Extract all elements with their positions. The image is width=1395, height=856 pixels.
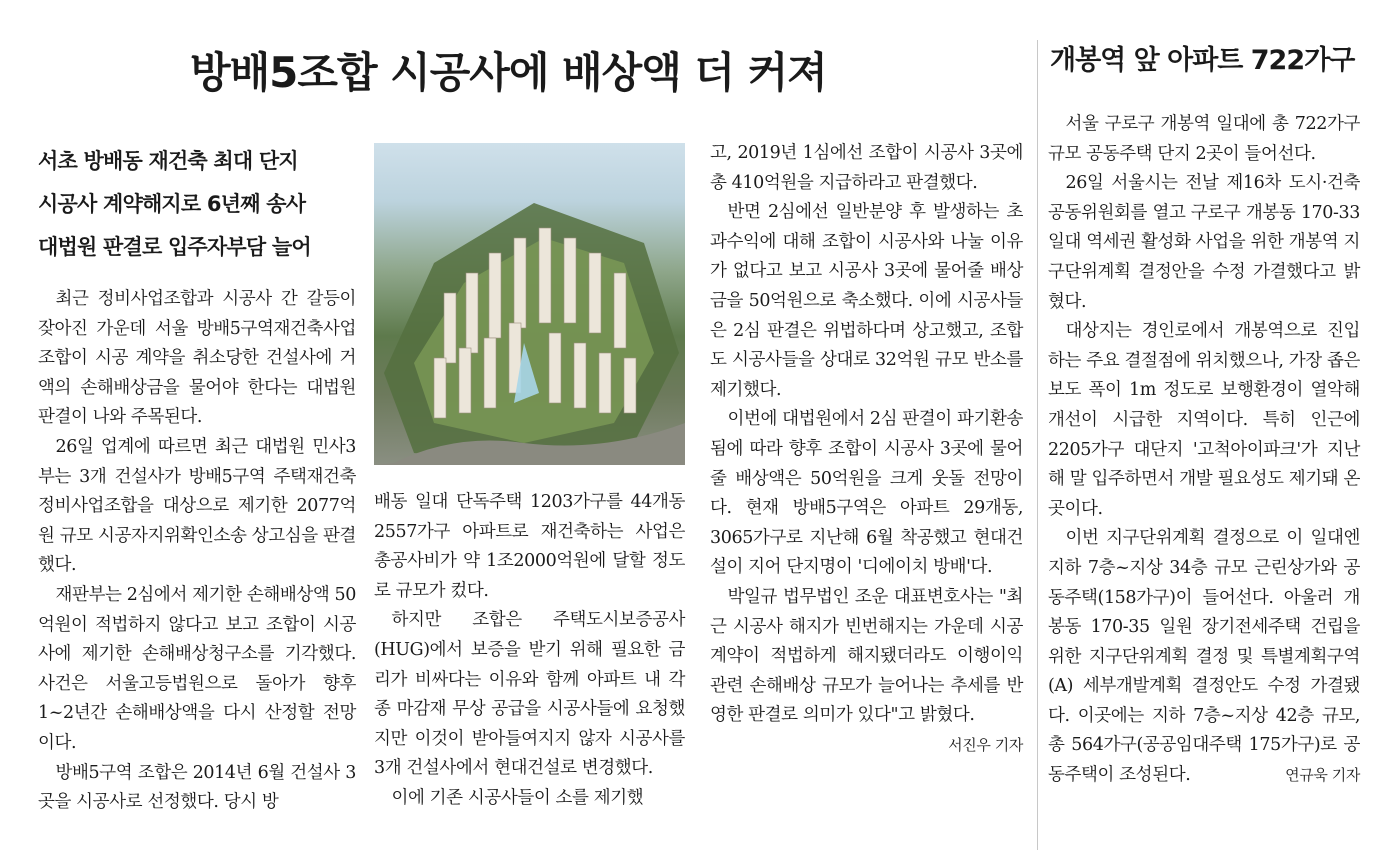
subheadline: 시공사 계약해지로 6년째 송사 [38, 192, 306, 216]
byline: 서진우 기자 [948, 735, 1023, 754]
paragraph-text: 이번 지구단위계획 결정으로 이 일대엔 지하 7층~지상 34층 규모 근린상가와 공동주택(158가구)이 들어선다. 아울러 개봉동 170-35 일원 장기전세주택 건립을 위한 지구단위계획 결정 및 특별계획구역(A) 세부개발계획 결정안도 수정 가결됐다. 이곳에는 지하 7층~지상 42층 규모, 총 564가구(공공임대주택 175가구)로 공동주택이 조성된다. [1048, 528, 1360, 786]
paragraph: 서울 구로구 개봉역 일대에 총 722가구 규모 공동주택 단지 2곳이 들어선다. [1048, 114, 1360, 164]
article1-column-2 [374, 488, 685, 814]
paragraph: 반면 2심에선 일반분양 후 발생하는 초과수익에 대해 조합이 시공사와 나눌 이유가 없다고 보고 시공사 3곳에 물어줄 배상금을 50억원으로 축소했다. 이에 시공사들은 2심 판결은 위법하다며 상고했고, 조합도 시공사들을 상대로 32억원 규모 반소를 제기했다. [710, 202, 1023, 400]
subheadline: 대법원 판결로 입주자부담 늘어 [38, 235, 311, 259]
paragraph: 고, 2019년 1심에선 조합이 시공사 3곳에 총 410억원을 지급하라고 판결했다. [710, 143, 1023, 193]
paragraph: 26일 업계에 따르면 최근 대법원 민사3부는 3개 건설사가 방배5구역 주택재건축정비사업조합을 대상으로 제기한 2077억원 규모 시공자지위확인소송 상고심을 판결했다. [38, 436, 356, 576]
article1-column-1 [38, 285, 356, 818]
column-divider [1037, 40, 1038, 850]
paragraph: 방배5구역 조합은 2014년 6월 건설사 3곳을 시공사로 선정했다. 당시 방 [38, 762, 356, 813]
paragraph: 하지만 조합은 주택도시보증공사(HUG)에서 보증을 받기 위해 필요한 금리가 비싸다는 이유와 함께 아파트 내 각종 마감재 무상 공급을 시공사들에 요청했지만 이것이 받아들여지지 않자 시공사를 3개 건설사에서 현대건설로 변경했다. [374, 610, 685, 779]
paragraph: 이에 기존 시공사들이 소를 제기했 [391, 787, 644, 808]
paragraph [710, 583, 1023, 754]
apartment-complex-icon [374, 143, 685, 465]
paragraph: 이번에 대법원에서 2심 판결이 파기환송됨에 따라 향후 조합이 시공사 3곳에 물어줄 배상액은 50억원을 크게 웃돌 전망이다. 현재 방배5구역은 아파트 29개동, 3065가구로 지난해 6월 착공했고 현대건설이 지어 단지명이 '디에이치 방배'다. [710, 409, 1023, 578]
byline: 연규욱 기자 [1285, 766, 1360, 785]
paragraph: 배동 일대 단독주택 1203가구를 44개동 2557가구 아파트로 재건축하는 사업은 총공사비가 약 1조2000억원에 달할 정도로 규모가 컸다. [374, 492, 685, 601]
article2-column [1048, 110, 1360, 791]
side-headline: 개봉역 앞 아파트 722가구 [1050, 45, 1355, 76]
subheadline: 서초 방배동 재건축 최대 단지 [38, 149, 298, 173]
paragraph: 재판부는 2심에서 제기한 손해배상액 50억원이 적법하지 않다고 보고 조합이 시공사에 제기한 손해배상청구소를 기각했다. 사건은 서울고등법원으로 돌아가 향후 1~2년간 손해배상액을 다시 산정할 전망이다. [38, 584, 356, 753]
headline: 방배5조합 시공사에 배상액 더 커져 [190, 48, 827, 97]
paragraph: 최근 정비사업조합과 시공사 간 갈등이 잦아진 가운데 서울 방배5구역재건축사업조합이 시공 계약을 취소당한 건설사에 거액의 손해배상금을 물어야 한다는 대법원 판결이 나와 주목된다. [38, 289, 356, 428]
article1-column-3 [710, 139, 1023, 760]
apartment-rendering-photo [374, 143, 685, 465]
paragraph: 26일 서울시는 전날 제16차 도시·건축공동위원회를 열고 구로구 개봉동 170-33 일대 역세권 활성화 사업을 위한 개봉역 지구단위계획 결정안을 수정 가결했다고 밝혔다. [1048, 173, 1360, 312]
paragraph [1048, 524, 1360, 790]
subheadlines [38, 140, 358, 269]
paragraph: 대상지는 경인로에서 개봉역으로 진입하는 주요 결절점에 위치했으나, 가장 좁은 보도 폭이 1m 정도로 보행환경이 열악해 개선이 시급한 지역이다. 특히 인근에 2205가구 대단지 '고척아이파크'가 지난해 말 입주하면서 개발 필요성도 제기돼 온 곳이다. [1048, 321, 1360, 519]
paragraph-text: 박일규 법무법인 조운 대표변호사는 "최근 시공사 해지가 빈번해지는 가운데 시공 계약이 적법하게 해지됐더라도 이행이익 관련 손해배상 규모가 늘어나는 추세를 반영한 판결로 의미가 있다"고 밝혔다. [710, 586, 1023, 726]
